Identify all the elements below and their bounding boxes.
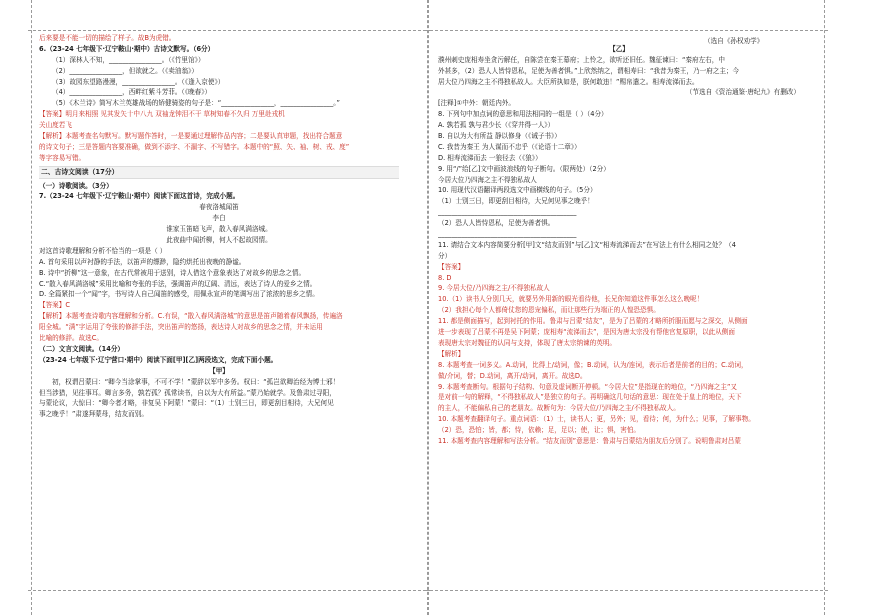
right-column	[438, 33, 800, 447]
left-line: 阳全城。“满”字运用了夸张的修辞手法，突出笛声的悠扬，表达诗人对故乡的思念之情，并未运用	[39, 323, 323, 332]
left-line: 与蒙论议，大惊曰：“卿今者才略，非复吴下阿蒙！”蒙曰：“（1）士别三日，即更刮目相待，大兄何见	[39, 399, 334, 408]
left-line: 7.（23-24 七年级下·辽宁鞍山·期中）阅读下面这首诗，完成小题。	[39, 192, 240, 201]
left-line: （1）深林人不知，________________。（《竹里馆》）	[52, 55, 205, 64]
right-line: 8. D	[438, 273, 452, 282]
left-line: A. 首句采用以声衬静的手法，以笛声的缥渺，隐约烘托出夜晚的静谧。	[39, 257, 246, 266]
left-line: 李白	[212, 214, 226, 223]
right-line: （2）恐人人皆恃恩私，足使为善者惧。	[438, 219, 555, 228]
right-line: 【解析】	[438, 349, 465, 358]
left-line: 比喻的修辞。故选C。	[39, 334, 103, 343]
right-line: 11. 都是侧面描写，起到衬托的作用。鲁肃与吕蒙“结友”，是为了吕蒙的才略所折服而愿与之深交，从侧面	[438, 317, 748, 326]
left-line: 事之晚乎！”肃遂拜蒙母，结友而别。	[39, 410, 148, 419]
right-line: 今居大位乃四海之主不得独私故人	[438, 175, 537, 184]
left-line: 【解析】本题考查名句默写。默写题作答时，一是要通过理解作品内容；二是要认真审题，找出符合题意	[39, 132, 343, 141]
left-line: 的诗文句子；三是答题内容要准确，做到不添字、不漏字、不写错字。本题中的“照、矢、袖、树、戎、度”	[39, 142, 350, 151]
left-line: 对这首诗歌理解和分析不恰当的一项是（ ）	[39, 246, 167, 255]
right-line: D. 相寿流涕而去 一狼径去（《狼》）	[438, 153, 542, 162]
left-line: 6.（23-24 七年级下·辽宁鞍山·期中）古诗文默写。（6分）	[39, 44, 215, 53]
right-line: C. 我昔为秦王 为人谋而不忠乎（《论语十二章》）	[438, 142, 581, 151]
right-line: 【答案】	[438, 262, 465, 271]
left-line: 关山度若飞	[39, 121, 72, 130]
right-line: 表现唐太宗对魏征的认同与支持，体现了唐太宗纳谏的英明。	[438, 338, 617, 347]
left-line: 二、古诗文阅读（17分）	[39, 166, 399, 179]
right-line: 9. 用“/”给[乙]文中画波浪线的句子断句。（限两处）（2分）	[438, 164, 610, 173]
left-line: （二）文言文阅读。（14分）	[39, 344, 125, 353]
right-line: __________________________________________	[438, 208, 577, 217]
right-line: 11. 请结合文本内容简要分析[甲]文“结友而别”与[乙]文“相寿流涕而去”在写法上有什么相同之处？（4	[438, 240, 736, 249]
right-line: 10. 用现代汉语翻译两段选文中画横线的句子。（5分）	[438, 186, 597, 195]
left-line: 此夜曲中闻折柳，何人不起故园情。	[166, 236, 272, 245]
right-line: 进一步表现了吕蒙不再是吴下阿蒙；庞相寿“流涕而去”，是因为唐太宗没有帮他官复原职，以此从侧面	[438, 328, 735, 337]
right-line	[438, 33, 800, 44]
left-line: （4）________________，西畔红紫斗芳菲。（《晚春》）	[52, 88, 212, 97]
right-line: 是对前一句的解释，“不得独私故人”是独立的句子。再明确这几句话的意思：现在处于皇上的地位，天下	[438, 393, 742, 402]
right-line: 分）	[438, 251, 452, 260]
left-line: B. 诗中“折柳”这一意象，在古代常被用于送别，诗人借这个意象表达了对故乡的思念之情。	[39, 268, 306, 277]
left-line: 谁家玉笛暗飞声，散入春风满洛城。	[166, 225, 272, 234]
right-line: （2）我担心每个人都倚仗您的恩宠偏私，而让那些行为端正的人惶恐恐惧。	[438, 306, 660, 315]
right-line: [注释]①中外：朝廷内外。	[438, 99, 515, 108]
left-line: （2）________________，但欲就之。（《卖油翁》）	[52, 66, 198, 75]
right-line: （1）士别三日，即更刮目相待，大兄何见事之晚乎！	[438, 197, 594, 206]
left-line: C.“散入春风满洛城”采用比喻和夸张的手法，强调笛声的辽阔、清远，表达了诗人的爱乡之情。	[39, 279, 317, 288]
right-line: 濮州刺史庞相寿坐贪污解任，自陈尝在秦王幕府；上怜之，欲听还旧任。魏征谏曰：“秦府左右，中	[438, 55, 725, 64]
left-line: 等字容易写错。	[39, 153, 86, 162]
right-line: 外甚多，（2）恐人人皆恃恩私，足使为善者惧。”上欣然纳之，谓相寿曰：“我昔为秦王，乃一府之主；今	[438, 66, 740, 75]
left-line: （3）故园东望路漫漫，________________。（《逢入京使》）	[52, 77, 225, 86]
left-line: （23-24 七年级下·辽宁营口·期中）阅读下面[甲][乙]两段选文，完成下面小题。	[39, 355, 278, 364]
left-line: 【答案】C	[39, 301, 70, 310]
left-column	[39, 33, 399, 420]
right-line: 10.（1）读书人分别几天，就要另外用新的眼光看待他，长兄你知道这件事怎么这么晚呢！	[438, 295, 704, 304]
left-line: （5）《木兰诗》简写木兰英雄战场的矫健骑姿的句子是：“________________，________________。”	[52, 99, 340, 108]
right-line: A. 孰若孤 孰与君少长（《穿井得一人》）	[438, 121, 555, 130]
right-line: 11. 本题考查内容理解和写法分析。“结友而别”意思是：鲁肃与吕蒙结为朋友后分别了。说明鲁肃对吕蒙	[438, 436, 741, 445]
right-line: 9. 本题考查断句。根据句子结构、句意及虚词断开停顿。“今居大位”是指现在的地位，“乃四海之主”又	[438, 382, 737, 391]
left-line: （一）诗歌阅读。（3分）	[39, 181, 113, 190]
left-line: 【解析】本题考查诗歌内容理解和分析。C.有误，“散入春风满洛城”的意思是笛声随着春风飘扬，传遍洛	[39, 312, 343, 321]
right-line: 10. 本题考查翻译句子。重点词语：（1）士，读书人；更，另外；见，看待；何，为什么；见事，了解事物。	[438, 415, 755, 424]
right-line: B. 自以为大有所益 静以修身（《诫子书》）	[438, 132, 561, 141]
right-line: __________________________________________	[438, 230, 577, 239]
right-line: 做/介词，替；D.动词，离开/动词，离开。故选D。	[438, 371, 587, 380]
right-line: 的主人，不能偏私自己的老朋友。故断句为：今居大位/乃四海之主/不得独私故人。	[438, 404, 680, 413]
left-line: 初，权谓吕蒙曰：“卿今当涂掌事，不可不学！”蒙辞以军中多务。权曰：“孤岂欲卿治经为博士邪！	[52, 377, 340, 386]
right-line: 8. 下列句中加点词的意思和用法相同的一组是（ ）（4分）	[438, 110, 608, 119]
right-line: 居大位乃四海之主不得独私故人。大臣所执如是，朕何敢违！”赐帛遣之。相寿流涕而去。	[438, 77, 699, 86]
left-line: 但当涉猎，见往事耳。卿言多务，孰若孤？孤常读书，自以为大有所益。”蒙乃始就学。及鲁肃过寻阳，	[39, 388, 336, 397]
right-line: （节选自《资治通鉴·唐纪九》有删改）	[685, 88, 800, 97]
left-line: D. 全篇紧扣一个“闻”字，书写诗人自己闻笛的感受，用佩永宣声的笔调写出了浓浓的思乡之情。	[39, 290, 319, 299]
right-line: 9. 今居大位/乃四海之主/不得独私故人	[438, 284, 550, 293]
left-line: 春夜洛城闻笛	[199, 203, 239, 212]
right-line: （2）恐，恐怕；皆，都；恃，依赖；足，足以；使，让；惧，害怕。	[438, 426, 641, 435]
right-line: 【乙】	[609, 44, 629, 53]
source-note-jia: （选自《孙权劝学》	[704, 37, 764, 45]
left-line: 【答案】明月来相照 见其发矢十中八九 双袖龙钟泪不干 草树知春不久归 万里赴戎机	[39, 110, 285, 119]
right-line: 8. 本题考查一词多义。A.动词，比得上/动词，像；B.动词，认为/连词，表示后者是前者的目的；C.动词，	[438, 360, 748, 369]
left-line: 后来要是不能一切的描绘了样子。故B为虎错。	[39, 34, 176, 42]
left-line: 【甲】	[209, 366, 229, 375]
